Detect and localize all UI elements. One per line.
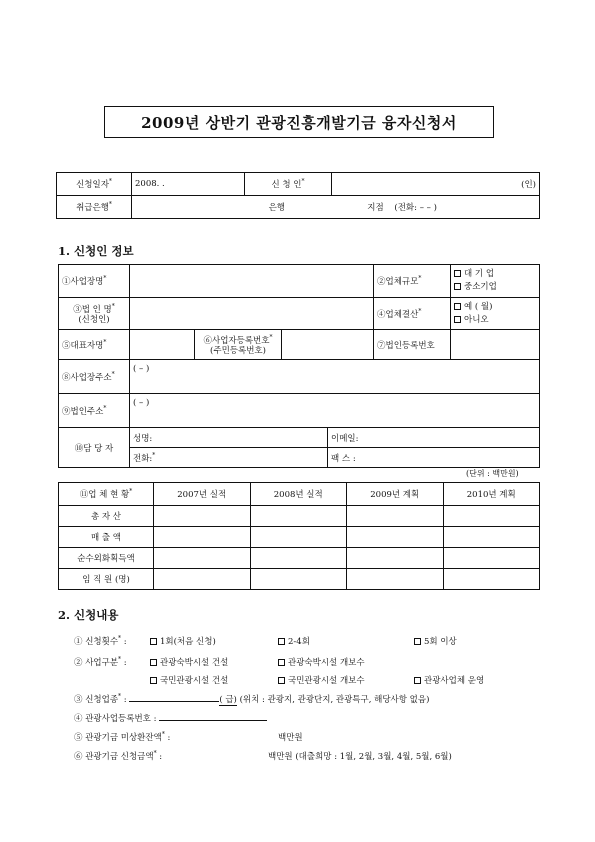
col-2009: 2009년 계획	[347, 483, 444, 506]
unit-label: (단위 : 백만원)	[466, 469, 519, 478]
settlement-label: ④업체결산*	[374, 298, 451, 330]
cell[interactable]	[154, 548, 251, 569]
bizreg-label: ⑥사업자등록번호* (주민등록번호)	[195, 330, 282, 360]
q2-opt2[interactable]: 관광숙박시설 개보수	[278, 656, 365, 668]
q3-row: ③ 신청업종* : ( 급) (위치 : 관광지, 관광단지, 관광특구, 해당사항 없음)	[74, 693, 430, 705]
site-addr-field[interactable]: ( – )	[130, 360, 540, 394]
cell[interactable]	[250, 506, 347, 527]
settlement-options[interactable]: 예 ( 월) 아니오	[451, 298, 540, 330]
q6-row: ⑥ 관광기금 신청금액* :	[74, 750, 163, 762]
bank-label: 취급은행*	[57, 196, 132, 219]
q1-opt1[interactable]: 1회(처음 신청)	[150, 635, 216, 647]
col-2010: 2010년 계획	[443, 483, 540, 506]
size-small-checkbox[interactable]	[454, 283, 461, 290]
row-sales: 매 출 액	[59, 527, 154, 548]
corpreg-label: ⑦법인등록번호	[374, 330, 451, 360]
status-header-label: ⑪업 체 현 황*	[59, 483, 154, 506]
company-status-table	[58, 482, 540, 590]
contact-email-field[interactable]: 이메일:	[328, 428, 540, 448]
form-title: 2009년 상반기 관광진흥개발기금 융자신청서	[104, 106, 494, 138]
q5-unit: 백만원	[278, 733, 303, 743]
q6-unit: 백만원 (대출희망 : 1월, 2월, 3월, 4월, 5월, 6월)	[268, 752, 452, 762]
q1-opt2-checkbox[interactable]	[278, 638, 285, 645]
q3-location: (위치 : 관광지, 관광단지, 관광특구, 해당사항 없음)	[239, 695, 430, 705]
q2-opt3[interactable]: 국민관광시설 건설	[150, 674, 228, 686]
applicant-info-table	[58, 264, 540, 468]
section1-heading: 1. 신청인 정보	[58, 244, 134, 258]
section2-heading: 2. 신청내용	[58, 608, 119, 622]
settle-yes-checkbox[interactable]	[454, 303, 461, 310]
cell[interactable]	[154, 527, 251, 548]
cell[interactable]	[250, 527, 347, 548]
cell[interactable]	[443, 548, 540, 569]
q1-opt2[interactable]: 2-4회	[278, 635, 310, 647]
cell[interactable]	[347, 506, 444, 527]
q4-input[interactable]	[159, 720, 267, 721]
bank-field[interactable]: 은행 지점 (전화: – – )	[132, 196, 540, 219]
q1-row: ① 신청횟수* :	[74, 635, 127, 647]
contact-name-field[interactable]: 성명:	[130, 428, 328, 448]
q1-opt1-checkbox[interactable]	[150, 638, 157, 645]
col-2007: 2007년 실적	[154, 483, 251, 506]
cell[interactable]	[347, 569, 444, 590]
seal-mark: (인)	[521, 180, 536, 190]
row-assets: 총 자 산	[59, 506, 154, 527]
cell[interactable]	[250, 548, 347, 569]
contact-label: ⑩담 당 자	[59, 428, 130, 468]
row-employees: 임 직 원 (명)	[59, 569, 154, 590]
ceo-label: ⑤대표자명*	[59, 330, 130, 360]
size-large-checkbox[interactable]	[454, 270, 461, 277]
q2-opt4-checkbox[interactable]	[278, 677, 285, 684]
q2-row: ② 사업구분* :	[74, 656, 127, 668]
row-forex: 순수외화획득액	[59, 548, 154, 569]
q2-opt5[interactable]: 관광사업체 운영	[414, 674, 484, 686]
cell[interactable]	[347, 548, 444, 569]
contact-fax-field[interactable]: 팩 스 :	[328, 448, 540, 468]
corpreg-field[interactable]	[451, 330, 540, 360]
settle-no-checkbox[interactable]	[454, 316, 461, 323]
q1-opt3[interactable]: 5회 이상	[414, 635, 457, 647]
q2-opt1-checkbox[interactable]	[150, 659, 157, 666]
q2-opt3-checkbox[interactable]	[150, 677, 157, 684]
business-name-label: ①사업장명*	[59, 265, 130, 298]
cell[interactable]	[443, 506, 540, 527]
q2-opt5-checkbox[interactable]	[414, 677, 421, 684]
q2-opt1[interactable]: 관광숙박시설 건설	[150, 656, 228, 668]
cell[interactable]	[443, 527, 540, 548]
q4-row: ④ 관광사업등록번호 :	[74, 712, 267, 724]
q2-opt4[interactable]: 국민관광시설 개보수	[278, 674, 365, 686]
applicant-field[interactable]	[332, 173, 540, 196]
site-addr-label: ⑧사업장주소*	[59, 360, 130, 394]
apply-date-field[interactable]: 2008. .	[132, 173, 245, 196]
corp-name-label: ③법 인 명* (신청인)	[59, 298, 130, 330]
contact-phone-field[interactable]: 전화:*	[130, 448, 328, 468]
company-size-options[interactable]: 대 기 업 중소기업	[451, 265, 540, 298]
corp-addr-label: ⑨법인주소*	[59, 394, 130, 428]
col-2008: 2008년 실적	[250, 483, 347, 506]
business-name-field[interactable]	[130, 265, 374, 298]
q5-row: ⑤ 관광기금 미상환잔액* :	[74, 731, 171, 743]
corp-addr-field[interactable]: ( – )	[130, 394, 540, 428]
cell[interactable]	[443, 569, 540, 590]
q3-grade[interactable]: ( 급)	[219, 695, 237, 705]
company-size-label: ②업체규모*	[374, 265, 451, 298]
q2-opt2-checkbox[interactable]	[278, 659, 285, 666]
q3-input[interactable]	[129, 701, 219, 702]
cell[interactable]	[154, 506, 251, 527]
header-table	[56, 172, 540, 219]
q1-opt3-checkbox[interactable]	[414, 638, 421, 645]
apply-date-label: 신청일자*	[57, 173, 132, 196]
cell[interactable]	[347, 527, 444, 548]
applicant-label: 신 청 인*	[245, 173, 332, 196]
cell[interactable]	[250, 569, 347, 590]
bizreg-field[interactable]	[282, 330, 374, 360]
corp-name-field[interactable]	[130, 298, 374, 330]
ceo-field[interactable]	[130, 330, 195, 360]
cell[interactable]	[154, 569, 251, 590]
